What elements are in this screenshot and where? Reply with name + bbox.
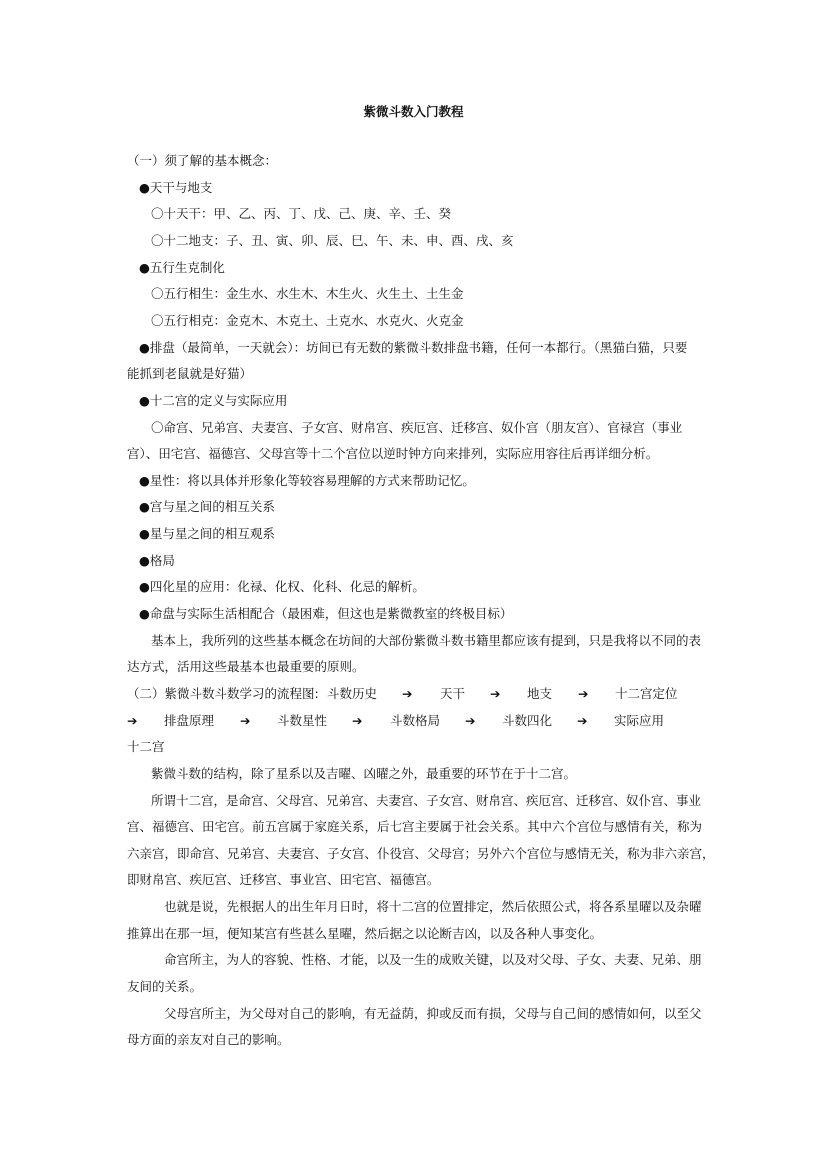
arrow-icon: ➔	[490, 686, 501, 701]
bullet-item: ●宫与星之间的相互关系	[139, 499, 275, 514]
paragraph-line: 达方式，活用这些最基本也最重要的原则。	[127, 659, 365, 674]
sub-item: 〇五行相生：金生水、水生木、木生火、火生土、土生金	[151, 286, 464, 301]
bullet-item: ●格局	[139, 553, 175, 568]
bullet-item: ●五行生克制化	[139, 260, 225, 275]
flow-step: 地支	[527, 686, 553, 701]
subsection-heading: 十二宫	[127, 739, 165, 754]
flow-step: 排盘原理	[164, 713, 215, 728]
paragraph-line: 能抓到老鼠就是好猫）	[127, 366, 253, 381]
paragraph-line: 宫）、田宅宫、福德宫、父母宫等十二个宫位以逆时钟方向来排列，实际应用容往后再详细分析。	[127, 446, 659, 461]
flow-step: 斗数星性	[277, 713, 328, 728]
sub-item: 〇十二地支：子、丑、寅、卯、辰、巳、午、未、申、酉、戌、亥	[151, 233, 514, 248]
paragraph-line: 也就是说，先根据人的出生年月日时，将十二宫的位置排定，然后依照公式，将各系星曜以及杂曜	[164, 899, 702, 914]
bullet-item: ●天干与地支	[139, 180, 213, 195]
sub-item: 〇命宫、兄弟宫、夫妻宫、子女宫、财帛宫、疾厄宫、迁移宫、奴仆宫（朋友宫）、官禄宫（事业	[151, 420, 683, 435]
paragraph-line: 母方面的亲友对自己的影响。	[127, 1032, 290, 1047]
paragraph-line: 即财帛宫、疾厄宫、迁移宫、事业宫、田宅宫、福德宫。	[127, 872, 440, 887]
paragraph-line: 六亲宫，即命宫、兄弟宫、夫妻宫、子女宫、仆役宫、父母宫；另外六个宫位与感情无关，称为非六亲宫，	[127, 846, 715, 861]
bullet-item: ●排盘（最简单，一天就会）：坊间已有无数的紫微斗数排盘书籍，任何一本都行。（黑猫白猫，只要	[139, 340, 688, 355]
paragraph-line: 紫微斗数的结构，除了星系以及吉曜、凶曜之外，最重要的环节在于十二宫。	[151, 766, 577, 781]
bullet-item: ●星与星之间的相互观系	[139, 526, 275, 541]
paragraph-line: 推算出在那一垣，便知某宫有些甚么星曜，然后据之以论断吉凶，以及各种人事变化。	[127, 926, 603, 941]
paragraph-line: 宫、福德宫、田宅宫。前五宫属于家庭关系，后七宫主要属于社会关系。其中六个宫位与感情有关，称为	[127, 819, 703, 834]
bullet-item: ●十二宫的定义与实际应用	[139, 393, 288, 408]
paragraph-line: 命宫所主，为人的容貌、性格、才能，以及一生的成败关键，以及对父母、子女、夫妻、兄弟、朋	[164, 952, 702, 967]
bullet-item: ●命盘与实际生活相配合（最困难，但这也是紫微教室的终极目标）	[139, 606, 513, 621]
flow-step: 斗数格局	[390, 713, 441, 728]
flow-step: 实际应用	[614, 713, 665, 728]
sub-item: 〇五行相克：金克木、木克土、土克水、水克火、火克金	[151, 313, 464, 328]
arrow-icon: ➔	[127, 713, 138, 728]
flow-step: 斗数四化	[502, 713, 553, 728]
paragraph-line: 所谓十二宫，是命宫、父母宫、兄弟宫、夫妻宫、子女宫、财帛宫、疾厄宫、迁移宫、奴仆宫、事业	[151, 793, 702, 808]
document-title: 紫微斗数入门教程	[363, 104, 464, 119]
flow-step: 十二宫定位	[615, 686, 678, 701]
paragraph-line: 友间的关系。	[127, 979, 203, 994]
sub-item: 〇十天干：甲、乙、丙、丁、戊、己、庚、辛、壬、癸	[151, 206, 452, 221]
paragraph-line: 父母宫所主，为父母对自己的影响，有无益荫，抑或反而有损，父母与自己间的感情如何，以至父	[164, 1006, 702, 1021]
arrow-icon: ➔	[465, 713, 476, 728]
paragraph-line: 基本上，我所列的这些基本概念在坊间的大部份紫微斗数书籍里都应该有提到，只是我将以不同的表	[151, 633, 702, 648]
arrow-icon: ➔	[578, 686, 589, 701]
flow-label: （二）紫微斗数斗数学习的流程图:	[127, 686, 319, 701]
arrow-icon: ➔	[402, 686, 413, 701]
flow-step: 斗数历史	[327, 686, 378, 701]
bullet-item: ●四化星的应用：化禄、化权、化科、化忌的解析。	[139, 579, 425, 594]
arrow-icon: ➔	[240, 713, 251, 728]
bullet-item: ●星性：将以具体并形象化等较容易理解的方式来帮助记忆。	[139, 473, 475, 488]
section-heading-1: （一）须了解的基本概念：	[127, 153, 278, 168]
arrow-icon: ➔	[352, 713, 363, 728]
arrow-icon: ➔	[577, 713, 588, 728]
flow-step: 天干	[440, 686, 466, 701]
